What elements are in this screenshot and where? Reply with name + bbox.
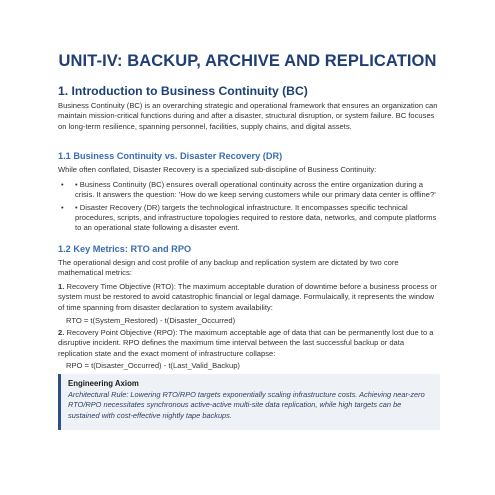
axiom-text: Architectural Rule: Lowering RTO/RPO targets exponentially scaling infrastructure costs. Achieving near-zero RTO/RPO necessitates synchronous active-active multi-site data replication, while high targets can be sustained with cost-effective nightly tape backups. (68, 390, 425, 420)
rpo-definition: Recovery Point Objective (RPO): The maximum acceptable age of data that can be permanently lost due to a disruptive incident. RPO defines the maximum time interval between the last successful backup or data replication state and the exact moment of infrastructure collapse: (58, 328, 434, 358)
rto-definition: Recovery Time Objective (RTO): The maximum acceptable duration of downtime before a business process or system must be restored to avoid catastrophic financial or legal damage. Formulaically, it represents the window of time spanning from disaster declaration to system availability: (58, 282, 438, 312)
bullet-icon: • (61, 180, 64, 189)
document-title: UNIT-IV: BACKUP, ARCHIVE AND REPLICATION (58, 52, 437, 70)
paragraph-rto (58, 282, 440, 313)
section-heading-intro-bc: 1. Introduction to Business Continuity (BC) (58, 84, 308, 98)
axiom-title: Engineering Axiom (68, 379, 139, 388)
rto-number: 1. (58, 282, 65, 291)
paragraph-key-metrics-intro: The operational design and cost profile of any backup and replication system are dictated by two core mathematical metrics: (58, 258, 399, 278)
bullet-text: • Disaster Recovery (DR) targets the technological infrastructure. It encompasses specific technical procedures, scripts, and infrastructure topologies required to restore data, networks, and compute platforms to an operational state following a disaster event. (75, 202, 437, 233)
list-item (58, 180, 440, 201)
bullet-icon: • (61, 202, 64, 212)
rto-formula: RTO = t(System_Restored) - t(Disaster_Occurred) (66, 316, 236, 325)
subsection-heading-bc-vs-dr: 1.1 Business Continuity vs. Disaster Recovery (DR) (58, 151, 283, 161)
bc-dr-bullet-list (58, 180, 440, 235)
paragraph-rpo (58, 328, 440, 359)
paragraph-bc-vs-dr-intro: While often conflated, Disaster Recovery is a specialized sub-discipline of Business Continuity: (58, 165, 377, 174)
subsection-heading-key-metrics: 1.2 Key Metrics: RTO and RPO (58, 244, 192, 254)
rpo-formula: RPO = t(Disaster_Occurred) - t(Last_Valid_Backup) (66, 361, 240, 370)
engineering-axiom-callout (58, 374, 440, 430)
list-item (58, 203, 440, 234)
paragraph-bc-intro: Business Continuity (BC) is an overarching strategic and operational framework that ensures an organization can maintain mission-critical functions during and after a disaster, structural disruption, or system failure. BC focuses on long-term resilience, spanning personnel, facilities, supply chains, and digital assets. (58, 101, 438, 131)
rpo-number: 2. (58, 328, 65, 337)
bullet-text: • Business Continuity (BC) ensures overall operational continuity across the entire organization during a crisis. It answers the question: 'How do we keep serving customers while our primary data center is offline?' (75, 180, 436, 200)
